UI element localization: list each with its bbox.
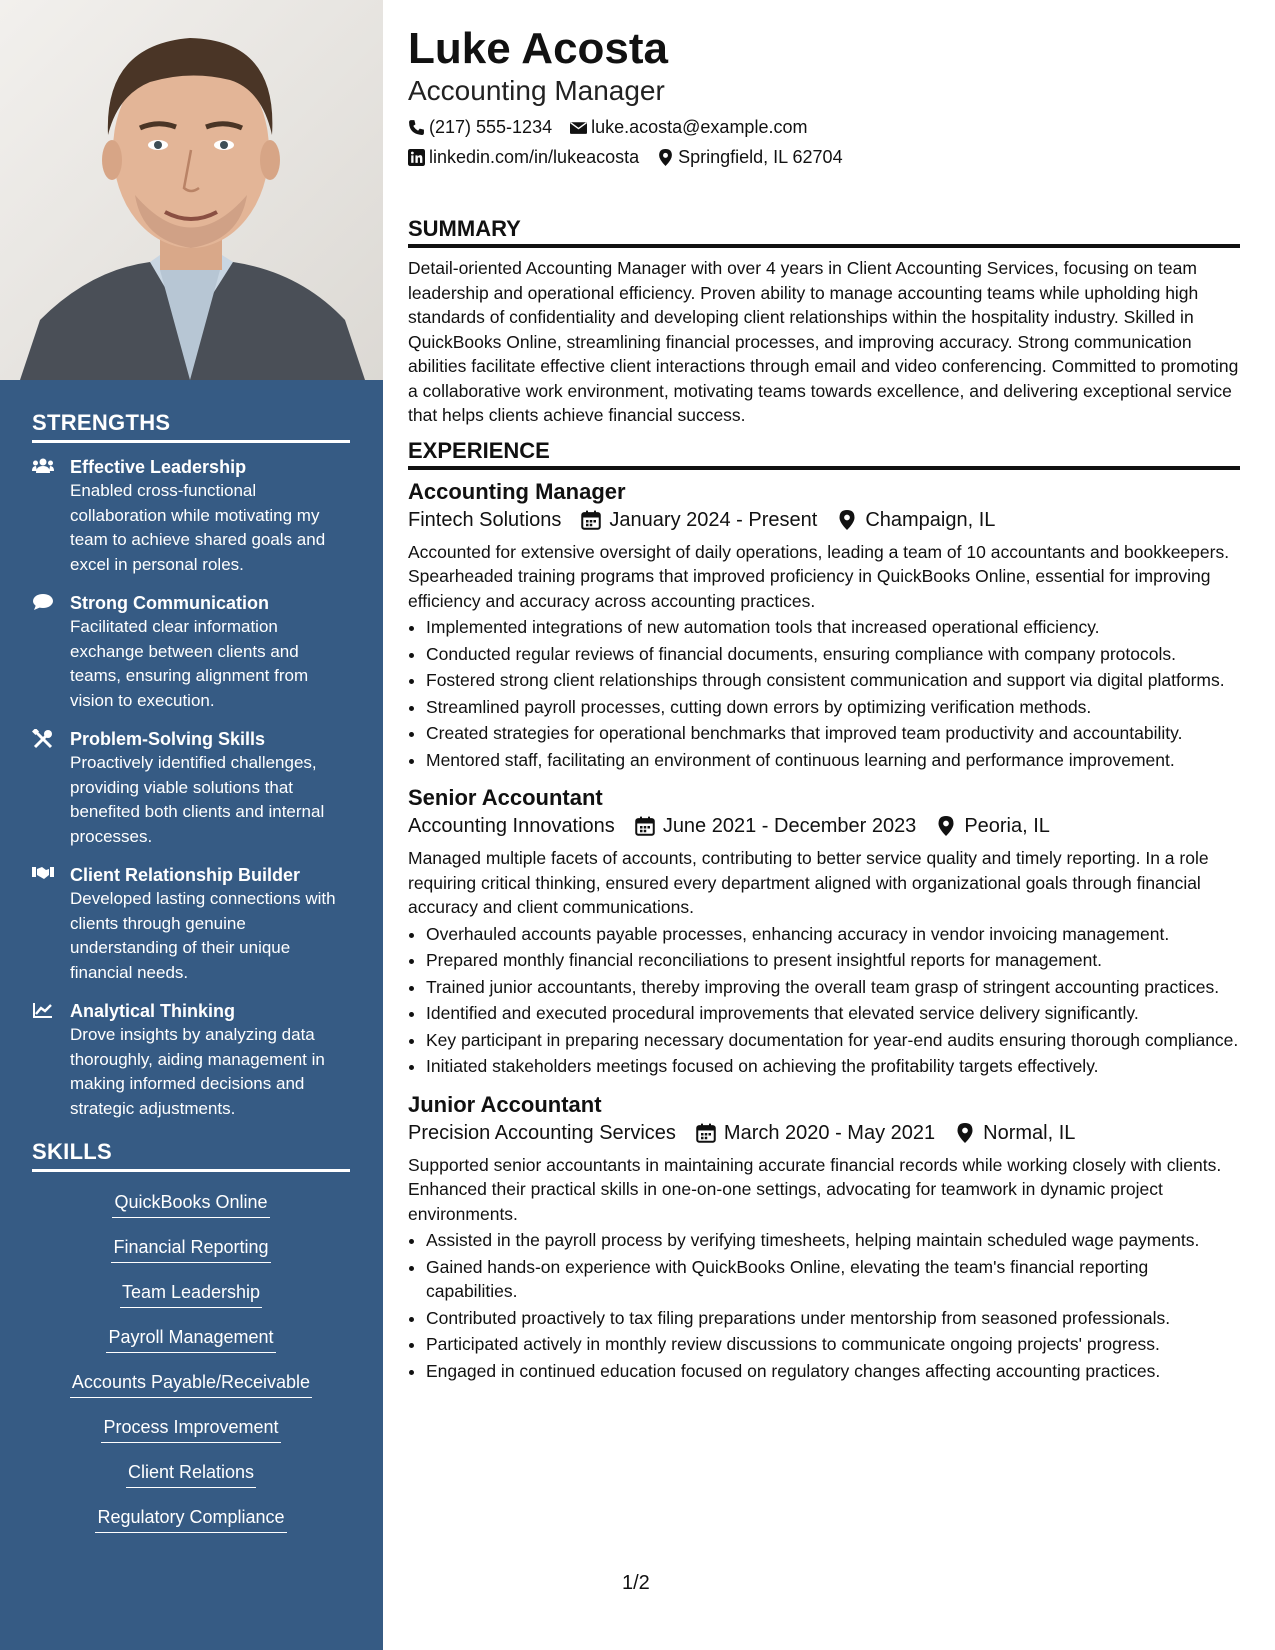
users-icon (32, 457, 54, 477)
job-bullet: • Mentored staff, facilitating an environment of continuous learning and performance improvement. (426, 748, 1240, 773)
skill-item: QuickBooks Online (112, 1190, 269, 1218)
job-summary: Accounted for extensive oversight of daily operations, leading a team of 10 accountants and bookkeepers. Spearheaded training programs that improved proficiency in QuickBooks Online, essential for improving efficiency and accuracy across accounting practices. (408, 541, 1230, 611)
strength-title: Effective Leadership (70, 457, 247, 477)
job-role: Senior Accountant (408, 785, 603, 810)
job-meta (408, 506, 1240, 534)
strengths-heading: STRENGTHS (32, 410, 350, 443)
job-company: Accounting Innovations (408, 815, 615, 837)
skill-item: Client Relations (126, 1460, 256, 1488)
job-bullet: • Assisted in the payroll process by verifying timesheets, helping maintain scheduled wage payments. (426, 1228, 1240, 1253)
candidate-title: Accounting Manager (408, 75, 665, 106)
experience-heading: EXPERIENCE (408, 438, 1240, 470)
location-text: Springfield, IL 62704 (678, 147, 843, 167)
location-contact (657, 146, 842, 168)
job-role: Accounting Manager (408, 478, 626, 504)
contact-row (408, 146, 1240, 168)
job-summary: Supported senior accountants in maintaining accurate financial records while working closely with clients. Enhanced their practical skills in one-on-one settings, advocating for teamwork in dynamic project environments. (408, 1154, 1222, 1224)
job-company: Fintech Solutions (408, 508, 562, 531)
strength-item (32, 591, 350, 713)
map-pin-icon (936, 816, 956, 836)
skill-item: Financial Reporting (111, 1235, 270, 1263)
job-location: Normal, IL (983, 1121, 1076, 1144)
strength-description: Proactively identified challenges, providing viable solutions that benefited both clients and internal processes. (70, 753, 325, 846)
strength-title: Analytical Thinking (70, 1001, 236, 1021)
job-company: Precision Accounting Services (408, 1121, 676, 1144)
strength-description: Facilitated clear information exchange between clients and teams, ensuring alignment from vision to execution. (70, 617, 309, 710)
job-bullet: • Implemented integrations of new automation tools that increased operational efficiency. (426, 615, 1240, 640)
speech-bubble-icon (32, 593, 54, 613)
map-pin-icon (837, 510, 857, 530)
job-bullet: • Gained hands-on experience with QuickBooks Online, elevating the team's financial reporting capabilities. (426, 1255, 1240, 1304)
strength-item (32, 863, 350, 985)
job-entry (408, 1091, 1240, 1384)
skills-list (32, 1184, 350, 1550)
main-content (408, 22, 1240, 1385)
strength-title: Problem-Solving Skills (70, 729, 266, 749)
skill-item: Payroll Management (106, 1325, 275, 1353)
skill-item: Team Leadership (120, 1280, 262, 1308)
skill-item: Regulatory Compliance (95, 1505, 286, 1533)
job-dates: March 2020 - May 2021 (723, 1121, 936, 1144)
strength-title: Strong Communication (70, 593, 269, 613)
linkedin-contact[interactable] (408, 146, 639, 168)
summary-heading: SUMMARY (408, 216, 1240, 248)
phone-contact[interactable] (408, 116, 552, 138)
job-entry (408, 478, 1240, 773)
phone-number: (217) 555-1234 (429, 117, 553, 137)
tools-icon (32, 729, 54, 749)
skill-item: Accounts Payable/Receivable (70, 1370, 312, 1398)
job-bullet: • Overhauled accounts payable processes, enhancing accuracy in vendor invoicing management. (426, 922, 1240, 947)
envelope-icon (570, 119, 587, 136)
map-pin-icon (657, 149, 674, 166)
job-role: Junior Accountant (408, 1091, 602, 1117)
job-bullets (408, 1228, 1240, 1383)
map-pin-icon (955, 1123, 975, 1143)
job-bullets (408, 922, 1240, 1079)
job-bullet: • Engaged in continued education focused on regulatory changes affecting accounting practices. (426, 1359, 1240, 1384)
skill-item: Process Improvement (101, 1415, 280, 1443)
handshake-icon (32, 865, 54, 885)
calendar-icon (581, 510, 601, 530)
line-chart-icon (32, 1001, 54, 1021)
skills-heading: SKILLS (32, 1139, 350, 1172)
summary-text: Detail-oriented Accounting Manager with over 4 years in Client Accounting Services, focusing on team leadership and operational efficiency. Proven ability to manage accounting teams while upholding high standards of confidentiality and developing client relationships within the hospitality industry. Skilled in QuickBooks Online, streamlining financial processes, and improving accuracy. Strong communication abilities facilitate effective client interactions through email and video conferencing. Committed to promoting a collaborative work environment, motivating teams towards excellence, and delivering exceptional service that helps clients achieve financial success. (408, 258, 1239, 425)
contact-row (408, 116, 1240, 138)
linkedin-url: linkedin.com/in/lukeacosta (429, 147, 640, 167)
strength-description: Drove insights by analyzing data thoroughly, aiding management in making informed decisions and strategic adjustments. (70, 1025, 325, 1118)
job-bullet: • Contributed proactively to tax filing preparations under mentorship from seasoned professionals. (426, 1306, 1240, 1331)
phone-icon (408, 119, 425, 136)
job-meta (408, 1119, 1240, 1147)
strength-item (32, 455, 350, 577)
job-bullet: • Conducted regular reviews of financial documents, ensuring compliance with company protocols. (426, 642, 1240, 667)
candidate-name: Luke Acosta (408, 24, 669, 73)
job-location: Peoria, IL (964, 815, 1050, 837)
calendar-icon (635, 816, 655, 836)
job-bullets (408, 615, 1240, 772)
job-bullet: • Created strategies for operational benchmarks that improved team productivity and accountability. (426, 721, 1240, 746)
job-meta (408, 812, 1240, 840)
job-bullet: • Participated actively in monthly review discussions to communicate ongoing projects' progress. (426, 1332, 1240, 1357)
strength-title: Client Relationship Builder (70, 865, 301, 885)
job-summary: Managed multiple facets of accounts, contributing to better service quality and timely reporting. In a role requiring critical thinking, ensured every department aligned with organizational goals through financial accuracy and client communications. (408, 848, 1209, 917)
job-location: Champaign, IL (865, 508, 996, 531)
job-bullet: • Prepared monthly financial reconciliations to present insightful reports for management. (426, 948, 1240, 973)
job-dates: June 2021 - December 2023 (662, 815, 917, 837)
job-bullet: • Initiated stakeholders meetings focused on achieving the profitability targets effectively. (426, 1054, 1240, 1079)
calendar-icon (696, 1123, 716, 1143)
page-number: 1/2 (622, 1572, 650, 1594)
job-bullet: • Fostered strong client relationships through consistent communication and support via digital platforms. (426, 668, 1240, 693)
sidebar (0, 0, 383, 1650)
profile-photo (0, 0, 383, 380)
strength-description: Enabled cross-functional collaboration while motivating my team to achieve shared goals and excel in personal roles. (70, 481, 326, 574)
job-entry (408, 784, 1240, 1079)
strength-description: Developed lasting connections with clients through genuine understanding of their unique financial needs. (70, 889, 336, 982)
strength-item (32, 999, 350, 1121)
email-contact[interactable] (570, 116, 807, 138)
email-address: luke.acosta@example.com (591, 117, 808, 137)
strength-item (32, 727, 350, 849)
job-bullet: • Streamlined payroll processes, cutting down errors by optimizing verification methods. (426, 695, 1240, 720)
job-bullet: • Key participant in preparing necessary documentation for year-end audits ensuring thorough compliance. (426, 1028, 1240, 1053)
linkedin-icon (408, 149, 425, 166)
job-bullet: • Identified and executed procedural improvements that elevated service delivery significantly. (426, 1001, 1240, 1026)
job-dates: January 2024 - Present (609, 508, 818, 531)
job-bullet: • Trained junior accountants, thereby improving the overall team grasp of stringent accounting practices. (426, 975, 1240, 1000)
